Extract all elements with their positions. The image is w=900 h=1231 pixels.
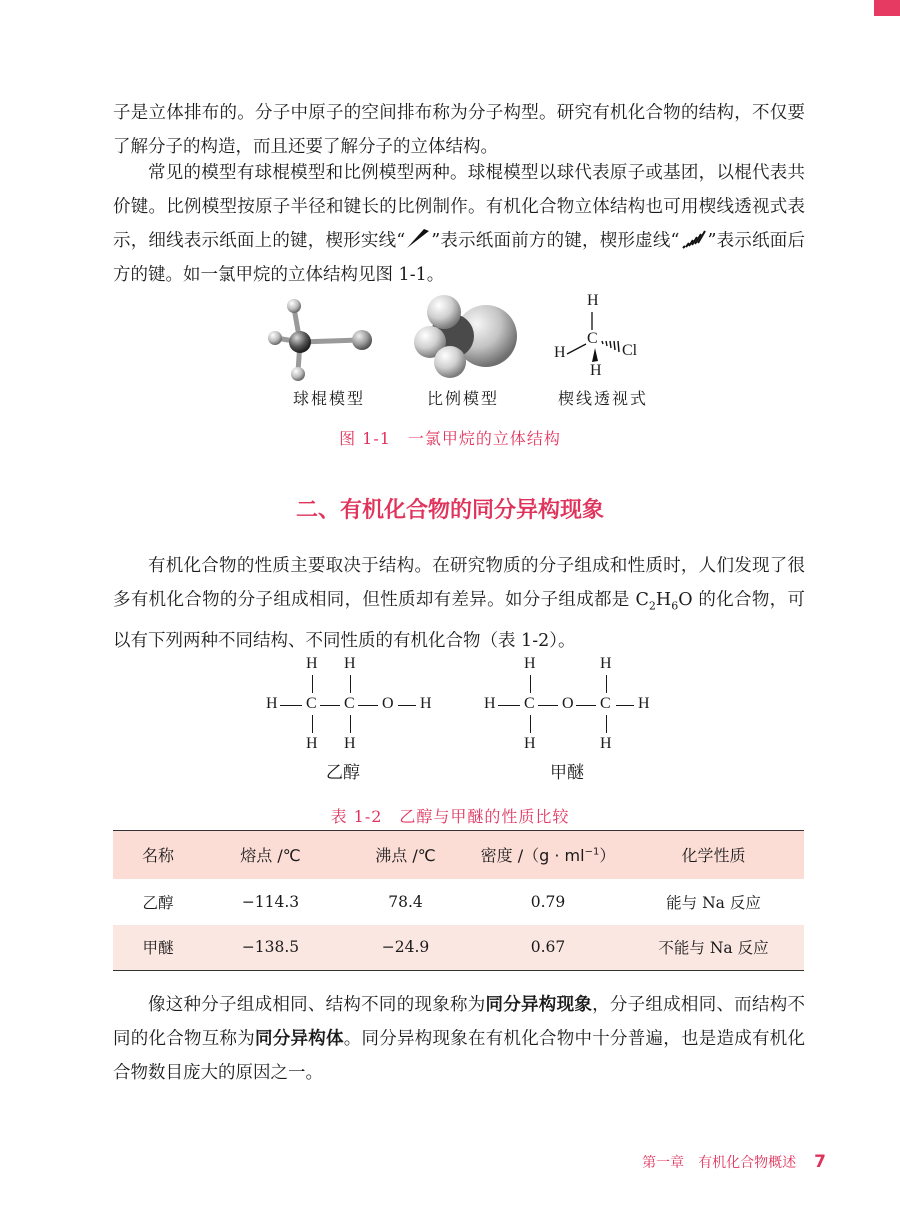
footer-chapter: 第一章 有机化合物概述 xyxy=(642,1155,797,1171)
paragraph-models-text-c: ”表示纸面后方的键。如一氯甲烷的立体结构见图 1-1。 xyxy=(113,231,805,285)
bond xyxy=(312,715,313,733)
paragraph-models-text-b: ”表示纸面前方的键，楔形虚线“ xyxy=(431,231,680,251)
atom-h: H xyxy=(344,735,356,752)
wedge-bonds xyxy=(548,290,658,385)
fig-label-ball-stick: 球棍模型 xyxy=(293,389,366,408)
cell-chemical-property: 不能与 Na 反应 xyxy=(658,939,769,958)
bond xyxy=(350,715,351,733)
atom-h: H xyxy=(600,655,612,672)
table-header-row xyxy=(113,831,804,879)
header-density-close: ） xyxy=(599,846,616,866)
atom-o: O xyxy=(562,695,574,712)
cell-density: 0.67 xyxy=(530,938,566,957)
paragraph-definition-text-d: 。同分异构现象在有机化合物中十分普遍，也是造成有机化合物数目庞大的原因之一。 xyxy=(113,1029,805,1083)
atom-h: H xyxy=(344,655,356,672)
dashed-wedge-icon xyxy=(680,228,708,250)
fig-label-wedge: 楔线透视式 xyxy=(558,389,649,408)
atom-c: C xyxy=(344,695,355,712)
table-row xyxy=(113,879,804,925)
ether-label: 甲醚 xyxy=(550,763,584,783)
header-boiling-point: 沸点 /℃ xyxy=(375,846,436,866)
page-footer xyxy=(642,1152,826,1172)
atom-h: H xyxy=(306,735,318,752)
header-density-exponent: −1 xyxy=(584,846,600,858)
atom-h-bottom: H xyxy=(590,362,602,379)
atom-o: O xyxy=(382,695,394,712)
cell-melting-point: −114.3 xyxy=(241,892,300,911)
paragraph-isomer-definition xyxy=(113,988,805,1090)
formula-h: H xyxy=(655,590,672,610)
ether-structure xyxy=(482,655,662,755)
figure-caption: 图 1-1 一氯甲烷的立体结构 xyxy=(339,429,561,448)
atom-h: H xyxy=(638,695,650,712)
bond xyxy=(576,705,596,706)
paragraph-isomer-text-a: 有机化合物的性质主要取决于结构。在研究物质的分子组成和性质时，人们发现了很多有机化合物的分子组成相同，但性质却有差异。如分子组成都是 C xyxy=(113,556,805,610)
paragraph-models-text-a: 常见的模型有球棍模型和比例模型两种。球棍模型以球代表原子或基团，以棍代表共价键。比例模型按原子半径和键长的比例制作。有机化合物立体结构也可用楔线透视式表示，细线表示纸面上的键，楔形实线“ xyxy=(113,163,805,251)
atom-h-left: H xyxy=(554,344,566,361)
section-title: 二、有机化合物的同分异构现象 xyxy=(295,498,604,523)
space-filling-model xyxy=(408,290,523,385)
bond xyxy=(538,705,558,706)
bond xyxy=(280,705,302,706)
atom-c-center: C xyxy=(587,330,598,347)
bond xyxy=(358,705,378,706)
cell-name: 甲醚 xyxy=(142,939,174,958)
solid-wedge-icon xyxy=(405,228,431,250)
cell-boiling-point: 78.4 xyxy=(388,892,423,911)
corner-tab xyxy=(874,0,900,16)
header-density-text: 密度 /（g · ml xyxy=(480,846,585,866)
paragraph-definition-text-a: 像这种分子组成相同、结构不同的现象称为 xyxy=(148,995,486,1015)
bond xyxy=(498,705,520,706)
wedge-dash-formula xyxy=(548,290,658,385)
atom-cl-right: Cl xyxy=(622,342,638,359)
atom-h: H xyxy=(306,655,318,672)
subscript-6: 6 xyxy=(671,599,679,613)
atom-h: H xyxy=(484,695,496,712)
cell-name: 乙醇 xyxy=(142,893,174,912)
bond xyxy=(398,705,416,706)
term-isomer: 同分异构体 xyxy=(255,1029,344,1049)
paragraph-isomer-text-b: O 的化合物，可以有下列两种不同结构、不同性质的有机化合物（表 1-2）。 xyxy=(113,590,805,651)
bond xyxy=(606,715,607,733)
atom-h: H xyxy=(600,735,612,752)
bond xyxy=(320,705,340,706)
bond xyxy=(312,675,313,693)
paragraph-intro: 子是立体排布的。分子中原子的空间排布称为分子构型。研究有机化合物的结构，不仅要了解分子的构造，而且还要了解分子的立体结构。 xyxy=(113,103,805,157)
bond xyxy=(606,675,607,693)
ethanol-label: 乙醇 xyxy=(326,763,360,783)
bond xyxy=(530,675,531,693)
atom-h-top: H xyxy=(587,292,599,309)
table-caption: 表 1-2 乙醇与甲醚的性质比较 xyxy=(330,807,570,826)
atom-c: C xyxy=(524,695,535,712)
fig-label-space-filling: 比例模型 xyxy=(427,389,500,408)
term-isomerism: 同分异构现象 xyxy=(485,995,593,1015)
ethanol-structure xyxy=(262,655,442,755)
header-melting-point: 熔点 /℃ xyxy=(240,846,301,866)
header-density xyxy=(473,831,623,879)
cell-melting-point: −138.5 xyxy=(241,938,300,957)
paragraph-definition-text-c: ，分子组成相同、而结构不同的化合物互称为 xyxy=(113,995,806,1049)
page-number: 7 xyxy=(814,1152,826,1172)
atom-h: H xyxy=(266,695,278,712)
cell-chemical-property: 能与 Na 反应 xyxy=(666,893,761,912)
cell-density: 0.79 xyxy=(530,892,566,911)
bond xyxy=(530,715,531,733)
header-chemical-property: 化学性质 xyxy=(681,846,746,866)
bond xyxy=(350,675,351,693)
properties-table xyxy=(113,830,804,971)
ball-and-stick-model xyxy=(262,290,382,385)
table-row xyxy=(113,925,804,971)
atom-c: C xyxy=(306,695,317,712)
paragraph-isomer-intro xyxy=(113,549,805,658)
bond xyxy=(616,705,634,706)
subscript-2: 2 xyxy=(648,599,656,613)
paragraph-models xyxy=(113,156,805,292)
atom-h: H xyxy=(420,695,432,712)
atom-h: H xyxy=(524,735,536,752)
cell-boiling-point: −24.9 xyxy=(381,938,430,957)
atom-c: C xyxy=(600,695,611,712)
atom-h: H xyxy=(524,655,536,672)
header-name: 名称 xyxy=(141,846,174,866)
